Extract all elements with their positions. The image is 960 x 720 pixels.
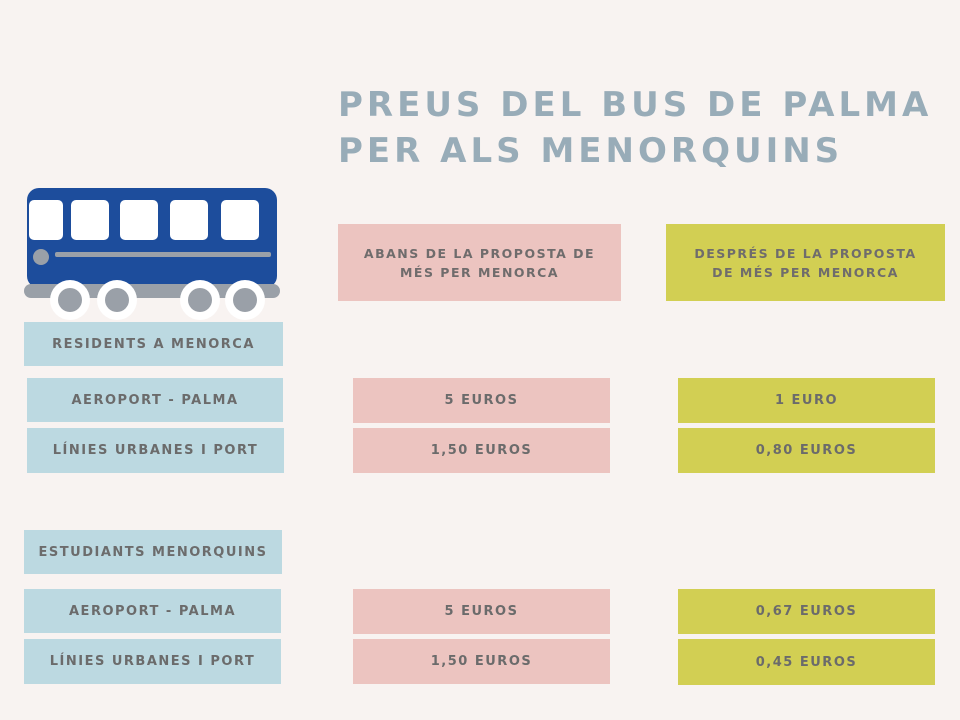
header-after: DESPRÉS DE LA PROPOSTA DE MÉS PER MENORCA	[666, 224, 945, 301]
price-after: 0,80 EUROS	[678, 428, 935, 473]
title-line-2: PER ALS MENORQUINS	[338, 131, 844, 171]
price-before: 1,50 EUROS	[353, 428, 610, 473]
price-after: 1 EURO	[678, 378, 935, 423]
price-after: 0,45 EUROS	[678, 639, 935, 685]
route-label: LÍNIES URBANES I PORT	[24, 639, 281, 684]
price-before: 1,50 EUROS	[353, 639, 610, 684]
route-label: LÍNIES URBANES I PORT	[27, 428, 284, 473]
section-residents: RESIDENTS A MENORCA	[24, 322, 283, 366]
price-before: 5 EUROS	[353, 378, 610, 423]
header-before: ABANS DE LA PROPOSTA DE MÉS PER MENORCA	[338, 224, 621, 301]
section-students: ESTUDIANTS MENORQUINS	[24, 530, 282, 574]
route-label: AEROPORT - PALMA	[24, 589, 281, 633]
title-line-1: PREUS DEL BUS DE PALMA	[338, 85, 933, 125]
price-before: 5 EUROS	[353, 589, 610, 634]
route-label: AEROPORT - PALMA	[27, 378, 283, 422]
bus-icon	[24, 186, 284, 320]
price-after: 0,67 EUROS	[678, 589, 935, 634]
page-title	[338, 82, 938, 174]
